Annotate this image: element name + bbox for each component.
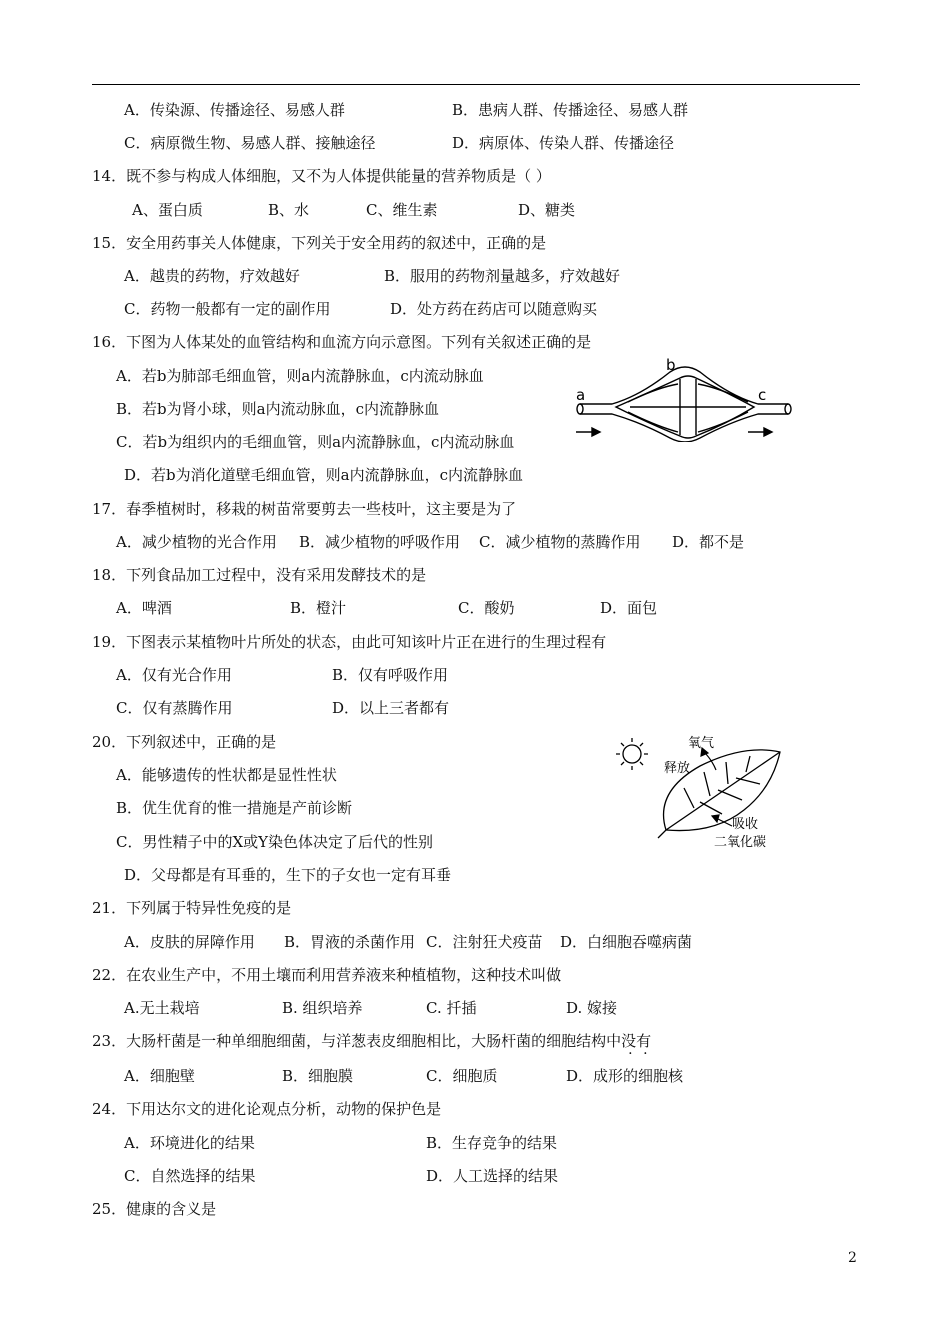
q19-option-b: B．仅有呼吸作用 (332, 666, 449, 684)
q13-option-d: D．病原体、传染人群、传播途径 (452, 134, 675, 152)
label-a: a (576, 386, 586, 404)
q22-option-c: C. 扦插 (426, 999, 477, 1017)
blood-vessel-diagram (560, 352, 800, 442)
q20-stem: 20．下列叙述中，正确的是 (92, 733, 277, 751)
q21-option-b: B．胃液的杀菌作用 (284, 933, 416, 951)
vessel-end-right (785, 404, 791, 414)
q22-option-b: B. 组织培养 (282, 999, 363, 1017)
q15-option-b: B．服用的药物剂量越多，疗效越好 (384, 267, 621, 285)
q19-option-a: A．仅有光合作用 (116, 666, 232, 684)
q23-stem (92, 1031, 651, 1051)
header-rule (92, 84, 860, 85)
oxygen-arrow (701, 748, 716, 770)
q23-emphasis-2: 有 (636, 1032, 652, 1050)
q18-option-c: C．酸奶 (458, 599, 515, 617)
q23-stem-text: 23．大肠杆菌是一种单细胞细菌，与洋葱表皮细胞相比，大肠杆菌的细胞结构中 (92, 1032, 622, 1050)
q14-stem: 14．既不参与构成人体细胞，又不为人体提供能量的营养物质是（ ） (92, 167, 551, 185)
sun-icon (616, 738, 648, 770)
q16-stem: 16．下图为人体某处的血管结构和血流方向示意图。下列有关叙述正确的是 (92, 333, 592, 351)
q18-stem: 18．下列食品加工过程中，没有采用发酵技术的是 (92, 566, 427, 584)
q21-option-c: C．注射狂犬疫苗 (426, 933, 543, 951)
label-b: b (666, 356, 676, 374)
q24-option-b: B．生存竞争的结果 (426, 1134, 558, 1152)
label-c: c (758, 386, 767, 404)
q24-option-a: A．环境进化的结果 (124, 1134, 255, 1152)
flow-arrow-right (748, 428, 772, 436)
q15-option-c: C．药物一般都有一定的副作用 (124, 300, 331, 318)
q23-option-d: D．成形的细胞核 (566, 1067, 684, 1085)
label-oxygen: 氧气 (688, 736, 715, 751)
q13-option-c: C．病原微生物、易感人群、接触途径 (124, 134, 376, 152)
leaf-diagram (604, 730, 804, 852)
q14-option-d: D、糖类 (518, 201, 576, 219)
q13-option-a: A．传染源、传播途径、易感人群 (124, 101, 345, 119)
q15-option-d: D．处方药在药店可以随意购买 (390, 300, 598, 318)
q16-option-c: C．若b为组织内的毛细血管，则a内流静脉血，c内流动脉血 (116, 433, 515, 451)
q22-option-d: D. 嫁接 (566, 999, 618, 1017)
q25-stem: 25．健康的含义是 (92, 1200, 217, 1218)
co2-arrow (712, 815, 732, 826)
q18-option-b: B．橙汁 (290, 599, 347, 617)
q21-option-a: A．皮肤的屏障作用 (124, 933, 255, 951)
q21-option-d: D．白细胞吞噬病菌 (560, 933, 693, 951)
q19-option-d: D．以上三者都有 (332, 699, 450, 717)
label-absorb: 吸收 (732, 817, 759, 832)
vessel-end-left (577, 404, 583, 414)
flow-arrow-left (576, 428, 600, 436)
page-number: 2 (848, 1250, 857, 1266)
q15-option-a: A．越贵的药物，疗效越好 (124, 267, 300, 285)
q24-option-c: C．自然选择的结果 (124, 1167, 256, 1185)
q20-option-a: A．能够遗传的性状都是显性性状 (116, 766, 337, 784)
q17-stem: 17．春季植树时，移栽的树苗常要剪去一些枝叶，这主要是为了 (92, 500, 517, 518)
q13-option-b: B．患病人群、传播途径、易感人群 (452, 101, 689, 119)
q23-option-b: B．细胞膜 (282, 1067, 354, 1085)
q20-option-b: B．优生优育的惟一措施是产前诊断 (116, 799, 353, 817)
q24-option-d: D．人工选择的结果 (426, 1167, 559, 1185)
q22-option-a: A.无土栽培 (124, 999, 200, 1017)
q17-option-a: A．减少植物的光合作用 (116, 533, 277, 551)
q17-option-b: B．减少植物的呼吸作用 (299, 533, 461, 551)
q23-option-c: C．细胞质 (426, 1067, 498, 1085)
q19-stem: 19．下图表示某植物叶片所处的状态，由此可知该叶片正在进行的生理过程有 (92, 633, 607, 651)
q16-option-a: A．若b为肺部毛细血管，则a内流静脉血，c内流动脉血 (116, 367, 484, 385)
label-release: 释放 (664, 761, 691, 776)
q21-stem: 21．下列属于特异性免疫的是 (92, 899, 292, 917)
q14-option-c: C、维生素 (366, 201, 438, 219)
q23-emphasis-1: 没 (621, 1032, 637, 1050)
q18-option-a: A．啤酒 (116, 599, 172, 617)
q20-option-c: C．男性精子中的X或Y染色体决定了后代的性别 (116, 833, 434, 851)
q17-option-c: C．减少植物的蒸腾作用 (479, 533, 641, 551)
q18-option-d: D．面包 (600, 599, 658, 617)
q14-option-b: B、水 (268, 201, 310, 219)
q16-option-b: B．若b为肾小球，则a内流动脉血，c内流静脉血 (116, 400, 439, 418)
q23-option-a: A．细胞壁 (124, 1067, 195, 1085)
label-co2: 二氧化碳 (714, 835, 767, 850)
q16-option-d: D．若b为消化道壁毛细血管，则a内流静脉血，c内流静脉血 (124, 466, 523, 484)
q17-option-d: D．都不是 (672, 533, 745, 551)
q22-stem: 22．在农业生产中，不用土壤而利用营养液来种植植物，这种技术叫做 (92, 966, 562, 984)
q20-option-d: D．父母都是有耳垂的，生下的子女也一定有耳垂 (124, 866, 452, 884)
q15-stem: 15．安全用药事关人体健康，下列关于安全用药的叙述中，正确的是 (92, 234, 547, 252)
vessel-outline (580, 367, 788, 442)
q19-option-c: C．仅有蒸腾作用 (116, 699, 233, 717)
q24-stem: 24．下用达尔文的进化论观点分析，动物的保护色是 (92, 1100, 442, 1118)
q14-option-a: A、蛋白质 (132, 201, 203, 219)
